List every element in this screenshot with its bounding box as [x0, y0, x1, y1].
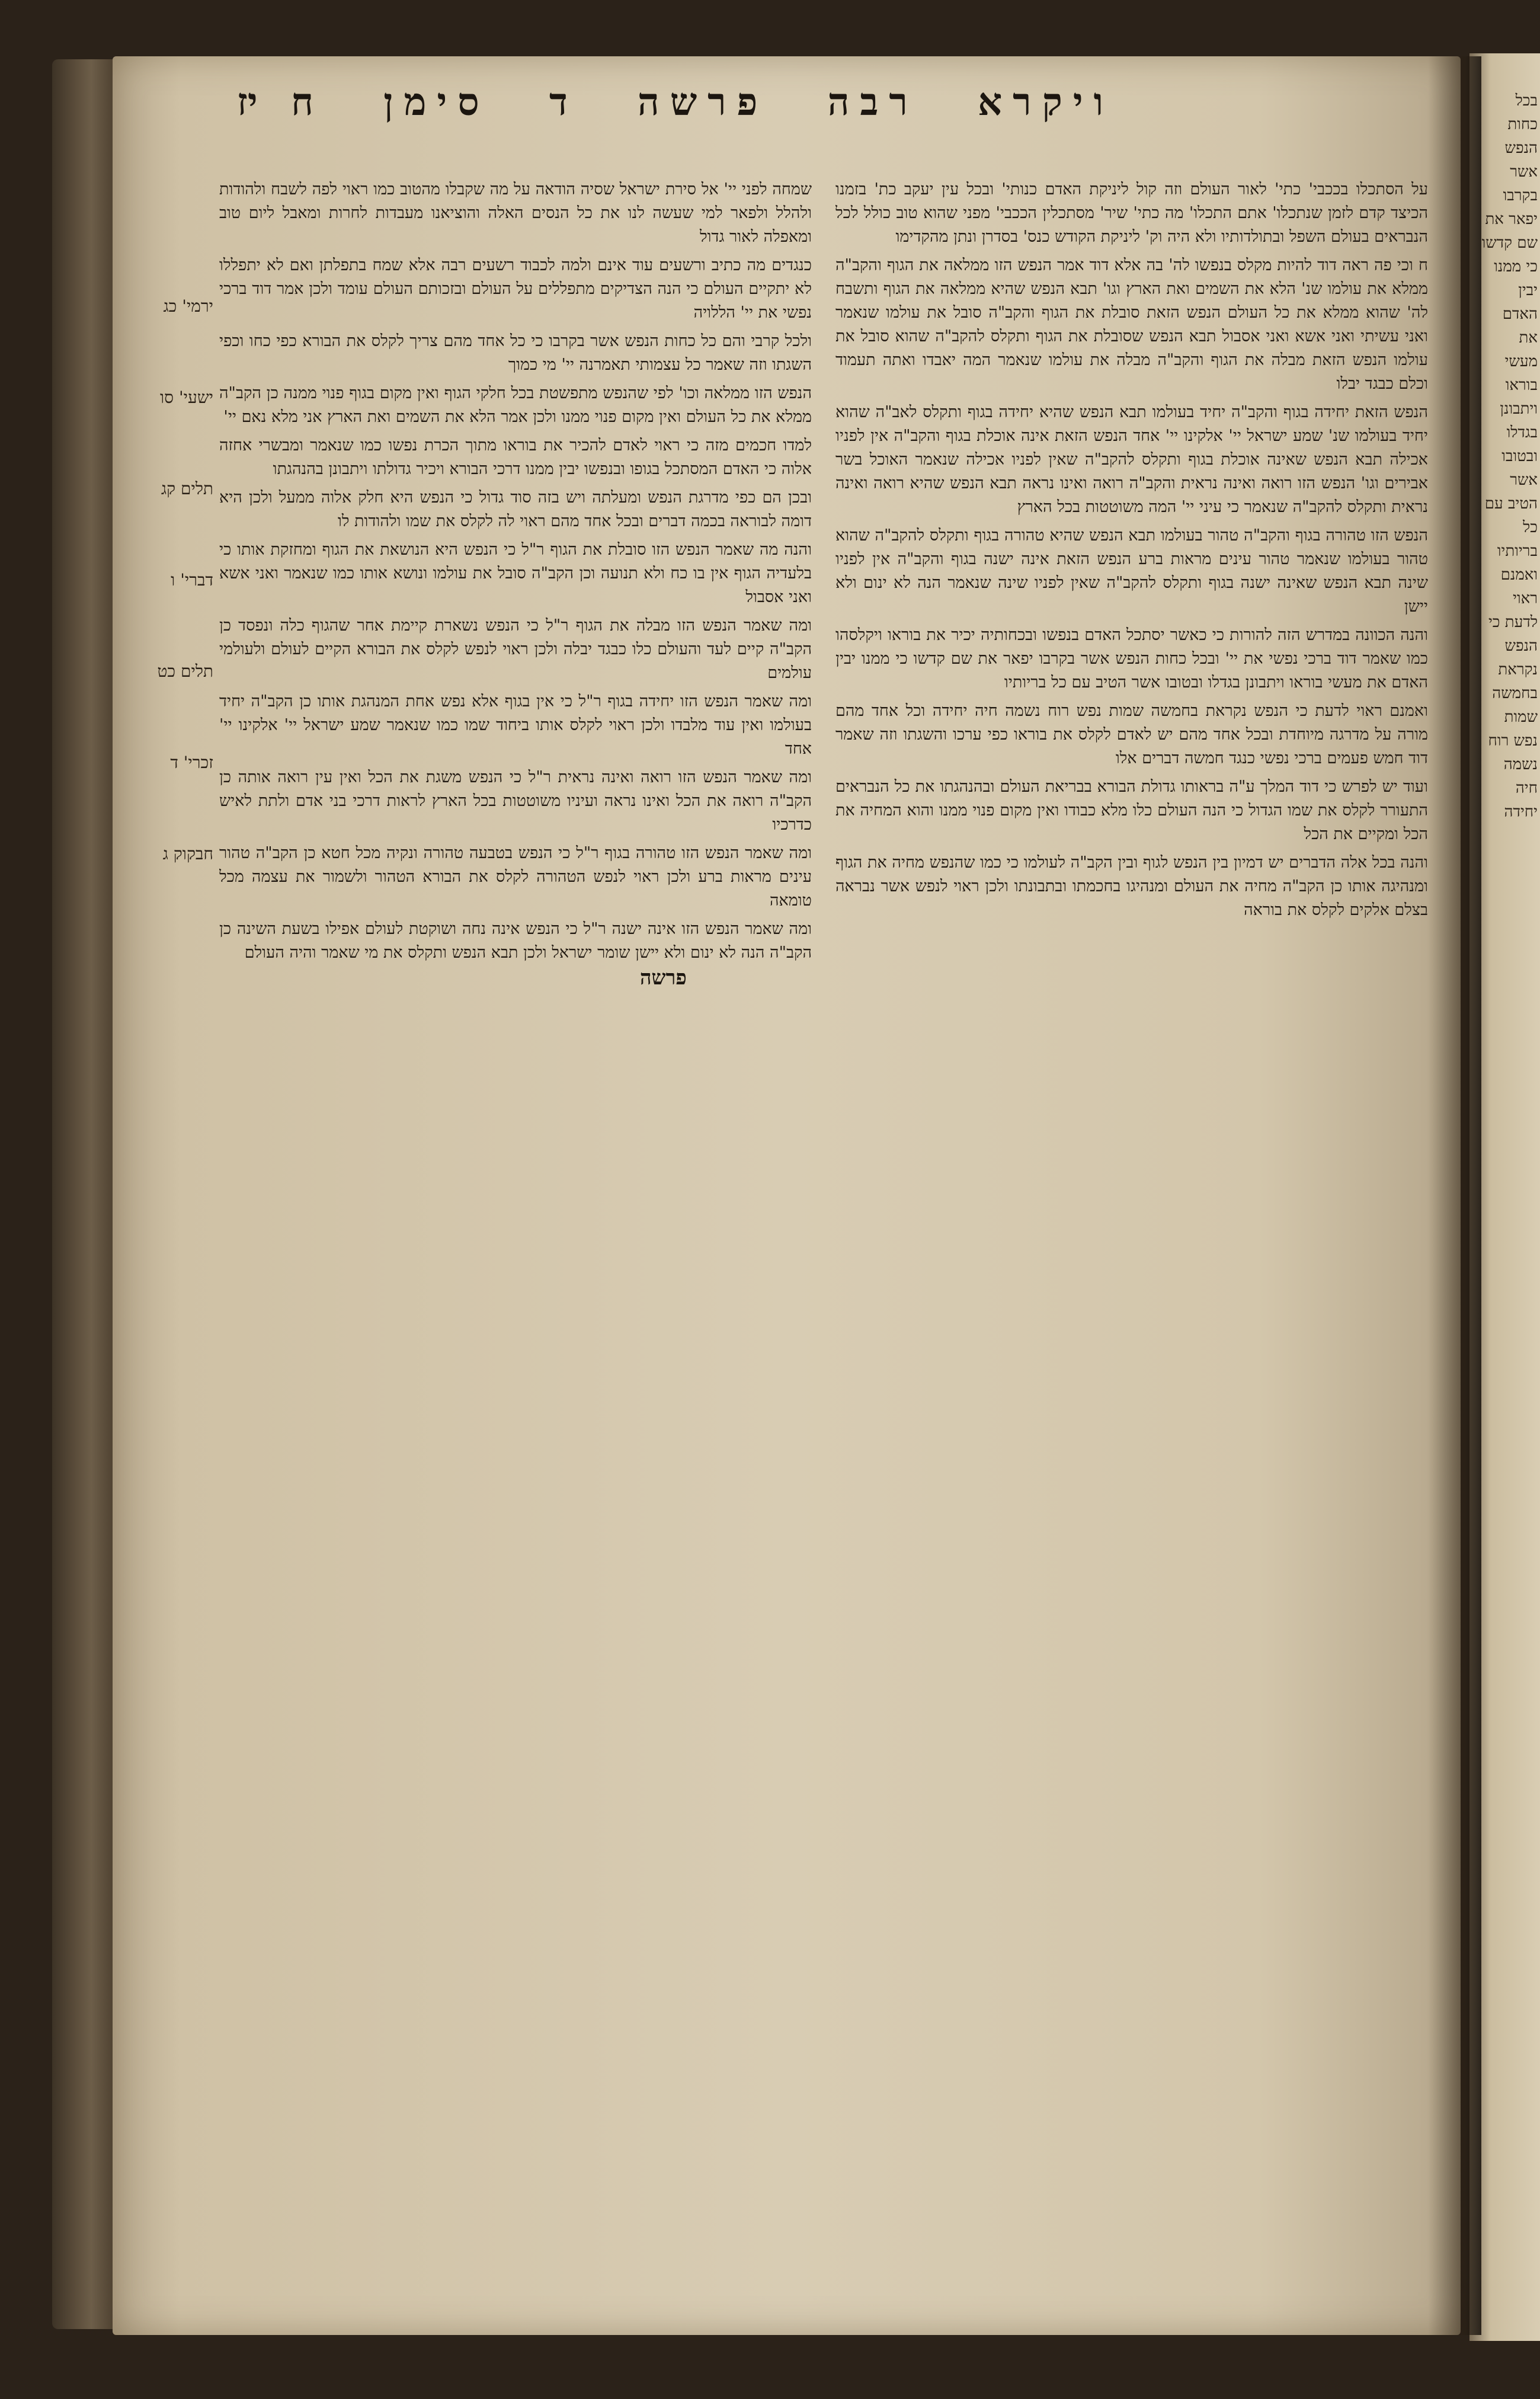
paragraph: שמחה לפני יי' אל סירת ישראל שסיה הודאה על מה שקבלו מהטוב כמו ראוי לפה לשבח ולהודות ולהלל ולפאר למי שעשה לנו את כל הנסים האלה והוציאנו מעבדות לחרות ומאבל ליום טוב ומאפלה לאור גדול — [219, 180, 812, 246]
paragraph: ובכן הם כפי מדרגת הנפש ומעלתה ויש בזה סוד גדול כי הנפש היא חלק אלוה ממעל ולכן היא דומה לבוראה בכמה דברים ובכל אחד מהם ראוי לה לקלס את שמו ולהודות לו — [219, 488, 812, 530]
paragraph: ומה שאמר הנפש הזו יחידה בגוף ר"ל כי אין בגוף אלא נפש אחת המנהגת אותו כן הקב"ה יחיד בעולמו ואין עוד מלבדו ולכן ראוי לקלס אותו ביחוד שמו כמו שנאמר שמע ישראל יי' אלקינו יי' אחד — [219, 692, 812, 758]
left-text-column — [219, 178, 812, 2311]
margin-note: חבקוק ג — [162, 844, 213, 863]
next-page-text-fragment: בכל כחות הנפש אשר בקרבו יפאר את שם קדשו כי ממנו יבין האדם את מעשי בוראו ויתבונן בגדלו ובטובו אשר הטיב עם כל בריותיו ואמנם ראוי לדעת כי הנפש נקראת בחמשה שמות נפש רוח נשמה חיה יחידה — [1481, 92, 1538, 821]
margin-note: ירמי' כג — [163, 296, 213, 316]
paragraph: הנפש הזו טהורה בגוף והקב"ה טהור בעולמו תבא הנפש שהיא טהורה בגוף ותקלס להקב"ה שהוא טהור בעולמו שנאמר טהור עינים מראות ברע הנפש הזאת אינה ישנה בגוף והקב"ה אין לפניו שינה תבא הנפש שאינה ישנה בגוף ותקלס להקב"ה שאין לפניו שינה שנאמר הנה לא ינום ולא יישן — [835, 526, 1428, 616]
paragraph: ועוד יש לפרש כי דוד המלך ע"ה בראותו גדולת הבורא בבריאת העולם ובהנהגתו את כל הנבראים התעורר לקלס את שמו הגדול כי הנה העולם כלו מלא כבודו ואין מקום פנוי ממנו והוא המחיה את הכל ומקיים את הכל — [835, 778, 1428, 843]
section-mark: פרשה — [640, 966, 687, 990]
paragraph: והנה בכל אלה הדברים יש דמיון בין הנפש לגוף ובין הקב"ה לעולמו כי כמו שהנפש מחיה את הגוף ומנהיגה אותו כן הקב"ה מחיה את העולם ומנהיגו בחכמתו ובתבונתו ולכן ראוי לנפש אשר נבראה בצלם אלקים לקלס את בוראה — [835, 853, 1428, 919]
right-text-column — [835, 178, 1428, 2311]
page-number: יז — [237, 80, 258, 124]
paragraph: ואמנם ראוי לדעת כי הנפש נקראת בחמשה שמות נפש רוח נשמה חיה יחידה וכל אחד מהם מורה על מדרגה מיוחדת ובכל אחד מהם יש לאדם לקלס את בוראו כפי ערכו והשגתו וזה שאמר דוד חמש פעמים ברכי נפשי כנגד חמשה דברים אלו — [835, 702, 1428, 767]
paragraph: ומה שאמר הנפש הזו מבלה את הגוף ר"ל כי הנפש נשארת קיימת אחר שהגוף כלה ונפסד כן הקב"ה קיים לעד והעולם כלו כבגד יבלה ולכן ראוי לנפש לקלס את הבורא הקיים לעולם ולעולמי עולמים — [219, 616, 812, 682]
paragraph: והנה הכוונה במדרש הזה להורות כי כאשר יסתכל האדם בנפשו ובכחותיה יכיר את בוראו ויקלסהו כמו שאמר דוד ברכי נפשי את יי' ובכל כחות הנפש אשר בקרבו יפאר את שם קדשו כי ממנו יבין האדם את מעשי בוראו ויתבונן בגדלו ובטובו אשר הטיב עם כל בריותיו — [835, 626, 1428, 692]
margin-note: זכרי' ד — [170, 753, 213, 772]
book-spine — [52, 59, 117, 2329]
page-header — [148, 68, 1422, 133]
margin-note: ישעי' סו — [159, 388, 213, 407]
paragraph: הנפש הזו ממלאה וכו' לפי שהנפש מתפשטת בכל חלקי הגוף ואין מקום בגוף פנוי ממנה כן הקב"ה ממלא את כל העולם ואין מקום פנוי ממנו ולכן אמר הלא את השמים ואת הארץ אני מלא נאם יי' — [219, 384, 812, 426]
margin-note: דברי' ו — [171, 570, 213, 590]
paragraph: ומה שאמר הנפש הזו טהורה בגוף ר"ל כי הנפש בטבעה טהורה ונקיה מכל חטא כן הקב"ה טהור עינים מראות ברע ולכן ראוי לנפש הטהורה לקלס את הבורא הטהור ולשמור את עצמה מכל טומאה — [219, 844, 812, 910]
margin-note: תלים כט — [157, 661, 213, 681]
paragraph: ומה שאמר הנפש הזו רואה ואינה נראית ר"ל כי הנפש משגת את הכל ואין עין רואה אותה כן הקב"ה רואה את הכל ואינו נראה ועיניו משוטטות בכל הארץ לראות דרכי בני אדם ולתת לאיש כדרכיו — [219, 768, 812, 834]
paragraph: ומה שאמר הנפש הזו אינה ישנה ר"ל כי הנפש אינה נחה ושוקטת לעולם אפילו בשעת השינה כן הקב"ה הנה לא ינום ולא יישן שומר ישראל ולכן תבא הנפש ותקלס את מי שאמר והיה העולם — [219, 920, 812, 962]
paragraph: על הסתכלו בככבי' כתי' לאור העולם וזה קול ליניקת האדם כנותי' ובכל עין יעקב כת' בזמנו הכיצד קדם לזמן שנתכלו' אתם התכלו' מה כתי' שיר' מסתכלין הככבי' מפני שהוא טוב כולל לכל הנבראים בעולם השפל ובתולדותיו ולא היה וק' ליניקת הקודש כנס' בסדרן ונתן מהקדימו — [835, 180, 1428, 246]
paragraph: למדו חכמים מזה כי ראוי לאדם להכיר את בוראו מתוך הכרת נפשו כמו שנאמר ומבשרי אחזה אלוה כי האדם המסתכל בגופו ובנפשו יבין ממנו דרכי הבורא ויכיר גדולתו ויתבונן בהנהגתו — [219, 436, 812, 478]
running-title: ויקרא רבה פרשה ד סימן ח — [291, 80, 1114, 124]
paragraph: והנה מה שאמר הנפש הזו סובלת את הגוף ר"ל כי הנפש היא הנושאת את הגוף ומחזקת אותו כי בלעדיה הגוף אין בו כח ולא תנועה וכן הקב"ה סובל את עולמו ונושא אותו כמו שנאמר ואני אשא ואני אסבול — [219, 540, 812, 606]
margin-notes — [124, 296, 213, 935]
margin-note: תלים קג — [161, 479, 213, 498]
paragraph: ולכל קרבי והם כל כחות הנפש אשר בקרבו כי כל אחד מהם צריך לקלס את הבורא כפי כחו וכפי השגתו וזה שאמר כל עצמותי תאמרנה יי' מי כמוך — [219, 332, 812, 374]
paragraph: כנגדים מה כתיב ורשעים עוד אינם ולמה לכבוד רשעים רבה אלא שמח בתפלתן ואם לא יתפללו לא יתקיים העולם כי הנה הצדיקים מתפללים על העולם ובזכותם העולם עומד ולכן אמר דוד ברכי נפשי את יי' הללויה — [219, 256, 812, 322]
gutter-shadow — [1428, 56, 1481, 2335]
paragraph: הנפש הזאת יחידה בגוף והקב"ה יחיד בעולמו תבא הנפש שהיא יחידה בגוף ותקלס לאב"ה שהוא יחיד בעולמו שנ' שמע ישראל יי' אלקינו יי' אחד הנפש הזאת אינה אוכלת בגוף והקב"ה אין לפניו אכילה תבא הנפש שאינה אוכלת בגוף ותקלס להקב"ה שאין לפניו אכילה שנאמר האוכל בשר אבירים וגו' הנפש הזו רואה ואינה נראית והקב"ה רואה ואינו נראה תבא הנפש שהיא רואה ואינה נראית ותקלס להקב"ה שנאמר כי עיני יי' המה משוטטות בכל הארץ — [835, 403, 1428, 516]
paragraph: ח וכי פה ראה דוד להיות מקלס בנפשו לה' בה אלא דוד אמר הנפש הזו ממלאה את הגוף והקב"ה ממלא את עולמו שנ' הלא את השמים ואת הארץ וגו' תבא הנפש שהיא ממלאה את הגוף ותשבח לה' שהוא ממלא את כל העולם הנפש הזאת סובלת את הגוף והקב"ה סובל את עולמו שנאמר ואני עשיתי ואני אשא ואני אסבול תבא הנפש שסובלת את הגוף ותקלס להקב"ה שהוא סובל את עולמו הנפש הזאת מבלה את הגוף והקב"ה מבלה את עולמו שנאמר המה יאבדו ואתה תעמוד וכלם כבגד יבלו — [835, 256, 1428, 393]
